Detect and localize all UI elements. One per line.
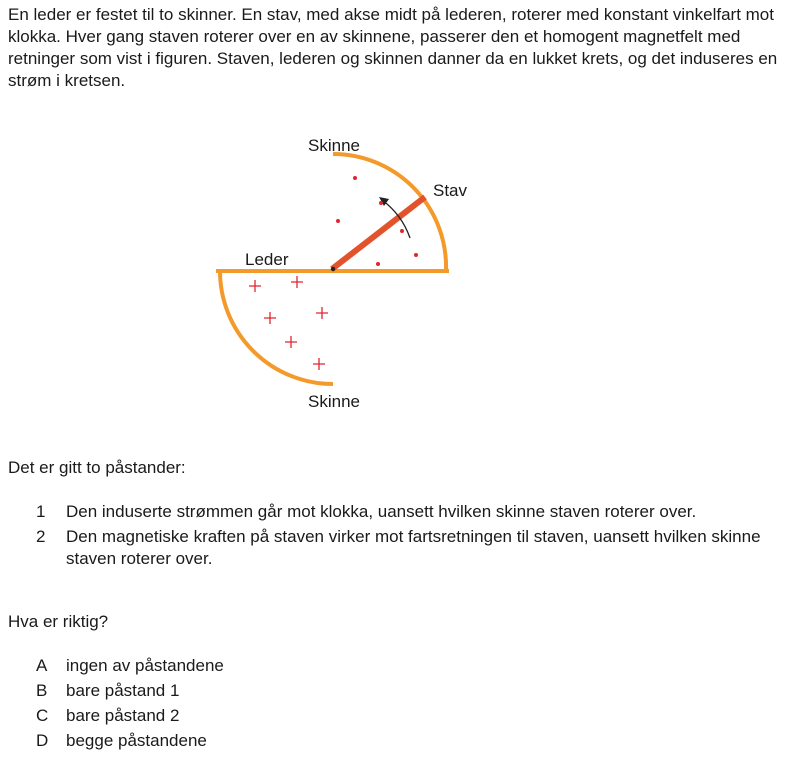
option-d[interactable] <box>36 730 796 752</box>
statements-intro: Det er gitt to påstander: <box>8 458 186 477</box>
option-letter: C <box>36 706 49 725</box>
statement-item <box>36 526 796 570</box>
option-c[interactable] <box>36 705 796 727</box>
option-text: begge påstandene <box>66 731 207 750</box>
label-bottom-rail: Skinne <box>308 392 360 411</box>
option-list <box>36 655 796 755</box>
statement-text: Den magnetiske kraften på staven virker mot fartsretningen til staven, uansett hvilken skinne staven roterer over. <box>66 527 761 568</box>
statement-number: 1 <box>36 502 46 521</box>
rod-axis <box>331 267 335 271</box>
label-top-rail: Skinne <box>308 136 360 155</box>
label-rod: Stav <box>433 181 468 200</box>
intro-text: En leder er festet til to skinner. En stav, med akse midt på lederen, roterer med konstant vinkelfart mot klokka. Hver gang staven roterer over en av skinnene, passerer den et homogent magnetfelt med retninger som vist i figuren. Staven, lederen og skinnen danner da en lukket krets, og det induseres en strøm i kretsen. <box>8 5 778 90</box>
option-a[interactable] <box>36 655 796 677</box>
option-b[interactable] <box>36 680 796 702</box>
option-letter: B <box>36 681 48 700</box>
statement-list <box>36 501 796 573</box>
question-text: Hva er riktig? <box>8 612 109 631</box>
lower-rail <box>220 271 333 384</box>
rod <box>332 197 425 269</box>
option-text: bare påstand 2 <box>66 706 180 725</box>
label-conductor: Leder <box>245 250 289 269</box>
statement-number: 2 <box>36 527 46 546</box>
field-dots <box>336 176 418 266</box>
option-text: ingen av påstandene <box>66 656 224 675</box>
option-letter: A <box>36 656 48 675</box>
rail-rod-figure <box>0 120 520 420</box>
statement-item <box>36 501 796 523</box>
option-text: bare påstand 1 <box>66 681 180 700</box>
option-letter: D <box>36 731 49 750</box>
statement-text: Den induserte strømmen går mot klokka, uansett hvilken skinne staven roterer over. <box>66 502 697 521</box>
